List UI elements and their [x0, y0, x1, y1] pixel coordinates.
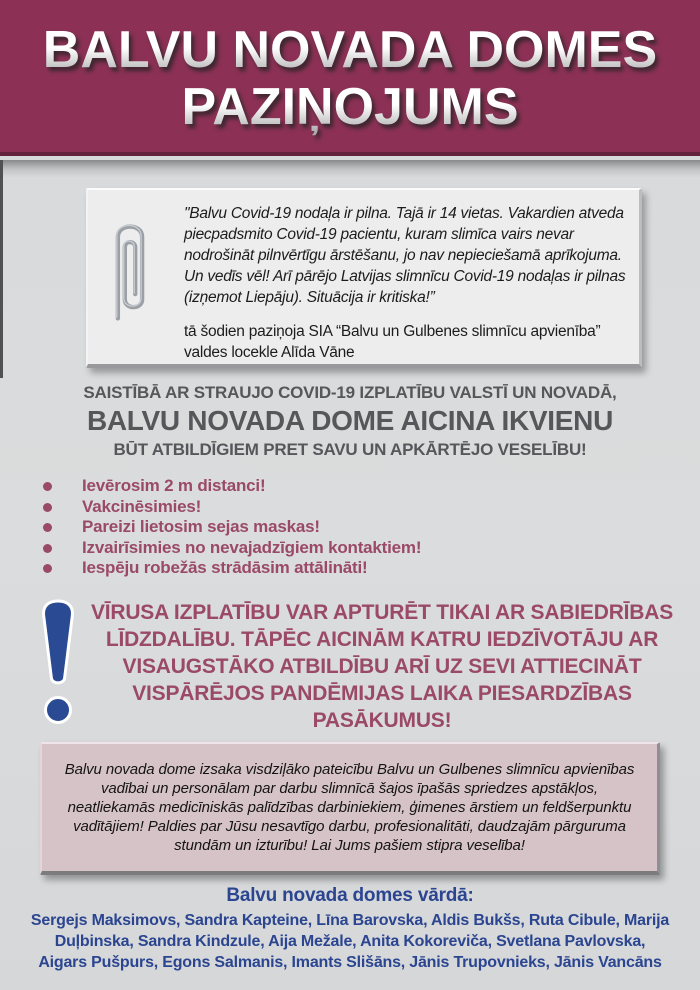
guideline-label: Ievērosim 2 m distanci!	[82, 476, 266, 495]
call-line1: SAISTĪBĀ AR STRAUJO COVID-19 IZPLATĪBU VALSTĪ UN NOVADĀ,	[83, 383, 617, 402]
list-item	[40, 476, 660, 497]
bullet-icon	[43, 523, 52, 532]
bullet-icon	[43, 544, 52, 553]
page-title-line1: BALVU NOVADA DOMES	[42, 21, 658, 79]
page-title-line2: PAZIŅOJUMS	[181, 78, 519, 136]
signature-names: Sergejs Maksimovs, Sandra Kapteine, Līna Barovska, Aldis Bukšs, Ruta Cibule, Marija Duļbinska, Sandra Kindzule, Aija Mežale, Anita Kokoreviča, Svetlana Pavlovska, Aigars Pušpurs, Egons Salmanis, Imants Slišāns, Jānis Trupovnieks, Jānis Vancāns	[30, 912, 670, 971]
left-edge-strip	[0, 160, 3, 378]
bullet-icon	[43, 564, 52, 573]
warning-text: VĪRUSA IZPLATĪBU VAR APTURĒT TIKAI AR SABIEDRĪBAS LĪDZDALĪBU. TĀPĒC AICINĀM KATRU IEDZĪVOTĀJU AR VISAUGSTĀKO ATBILDĪBU ARĪ UZ SEVI ATTIECINĀT VISPĀRĒJOS PANDĒMIJAS LAIKA PIESARDZĪBAS PASĀKUMUS!	[90, 601, 674, 732]
list-item	[40, 497, 660, 518]
call-line3: BŪT ATBILDĪGIEM PRET SAVU UN APKĀRTĒJO VESELĪBU!	[113, 440, 587, 459]
list-item	[40, 517, 660, 538]
call-line2: BALVU NOVADA DOME AICINA IKVIENU	[86, 405, 614, 436]
quote-box	[86, 188, 642, 368]
signature-heading: Balvu novada domes vārdā:	[226, 885, 474, 906]
call-section	[0, 382, 700, 460]
guideline-label: Iespēju robežās strādāsim attālināti!	[82, 558, 368, 577]
warning-section	[0, 590, 700, 734]
guideline-label: Izvairīsimies no nevajadzīgiem kontaktiem!	[82, 537, 422, 557]
guideline-label: Vakcinēsimies!	[82, 496, 202, 516]
guidelines-list	[40, 476, 660, 579]
quote-attribution-line1: tā šodien paziņoja SIA “Balvu un Gulbenes slimnīcu apvienība”	[184, 323, 601, 340]
bullet-icon	[43, 503, 52, 512]
paperclip-icon	[104, 208, 156, 335]
thanks-text: Balvu novada dome izsaka visdziļāko pateicību Balvu un Gulbenes slimnīcu apvienības vadībai un personālam par darbu slimnīcā šajos īpašās spriedzes apstākļos, neatliekamās medicīniskās palīdzības darbiniekiem, ģimenes ārstiem un feldšerpunktu vadītājiem! Paldies par Jūsu nesavtīgo darbu, profesionalitāti, daudzajām pārguruma stundām un izturību! Lai Jums pašiem stipra veselība!	[64, 761, 635, 854]
bullet-icon	[43, 482, 52, 491]
header-banner	[0, 0, 700, 156]
list-item	[40, 558, 660, 579]
header-shadow-strip	[0, 160, 700, 177]
quote-text: "Balvu Covid-19 nodaļa ir pilna. Tajā ir 14 vietas. Vakardien atveda piecpadsmito Covid-19 pacientu, kuram slimīca vairs nevar nodrošināt pilnvērtīgu ārstēšanu, jo nav nepieciešamā aprīkojuma. Un vedīs vēl! Arī pārējo Latvijas slimnīcu Covid-19 nodaļas ir pilnas (izņemot Liepāju). Situācija ir kritiska!”	[184, 205, 626, 306]
guideline-label: Pareizi lietosim sejas maskas!	[82, 517, 320, 536]
thanks-box	[40, 742, 660, 875]
list-item	[40, 538, 660, 559]
signature-section	[30, 884, 670, 973]
exclamation-icon	[32, 590, 88, 734]
quote-attribution-line2: valdes locekle Alīda Vāne	[184, 344, 355, 361]
